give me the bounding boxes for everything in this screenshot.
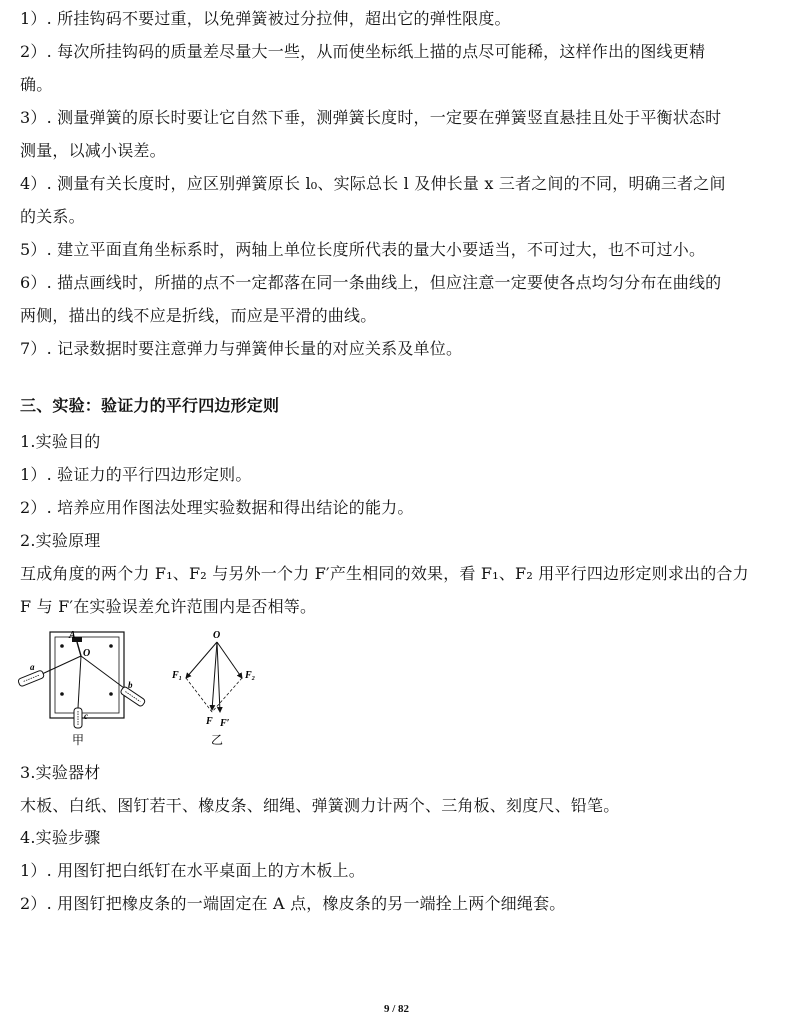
label-a: a: [30, 662, 35, 672]
purpose-title: 1.实验目的: [20, 432, 101, 451]
label-c: c: [84, 711, 88, 721]
label-Fprime: F′: [220, 718, 230, 729]
label-b: b: [128, 680, 133, 690]
dashed-side-1: [186, 678, 212, 712]
caption-jia: 甲: [72, 733, 85, 747]
principle-title: 2.实验原理: [20, 531, 101, 550]
string-c: [78, 656, 81, 708]
steps-title: 4.实验步骤: [20, 828, 101, 847]
page-number: 9 / 82: [383, 1003, 410, 1015]
purpose-item-1: 1）. 验证力的平行四边形定则。: [20, 465, 252, 484]
force-F: [212, 642, 217, 710]
principle-line-2: F 与 F′在实验误差允许范围内是否相等。: [20, 597, 317, 616]
equipment-title: 3.实验器材: [20, 763, 101, 782]
label-O: O: [83, 648, 91, 659]
yi-label-O: O: [213, 630, 221, 641]
note-line-3: 确。: [20, 75, 53, 94]
rubber-band: [77, 642, 81, 656]
label-F: F: [206, 716, 213, 727]
string-b: [81, 656, 124, 688]
force-F2: [217, 642, 242, 678]
equipment-text: 木板、白纸、图钉若干、橡皮条、细绳、弹簧测力计两个、三角板、刻度尺、铅笔。: [20, 796, 620, 815]
note-line-5: 测量，以减小误差。: [20, 141, 166, 160]
label-F1: F₁: [172, 670, 183, 681]
label-F2: F₂: [245, 670, 256, 681]
step-1: 1）. 用图钉把白纸钉在水平桌面上的方木板上。: [20, 861, 365, 880]
note-line-9: 6）. 描点画线时，所描的点不一定都落在同一条曲线上，但应注意一定要使各点均匀分布在曲线的: [20, 273, 722, 292]
pin: [60, 692, 64, 696]
dashed-side-2: [212, 678, 242, 712]
principle-line-1: 互成角度的两个力 F₁、F₂ 与另外一个力 F′产生相同的效果，看 F₁、F₂ 用平行四边形定则求出的合力: [20, 564, 749, 583]
figure-jia: [18, 630, 146, 747]
experiment-figure: [14, 628, 274, 750]
note-line-6: 4）. 测量有关长度时，应区别弹簧原长 l₀、实际总长 l 及伸长量 x 三者之间的不同，明确三者之间: [20, 174, 726, 193]
note-line-2: 2）. 每次所挂钩码的质量差尽量大一些，从而使坐标纸上描的点尽可能稀，这样作出的图线更精: [20, 42, 706, 61]
note-line-1: 1）. 所挂钩码不要过重，以免弹簧被过分拉伸，超出它的弹性限度。: [20, 9, 511, 28]
step-2: 2）. 用图钉把橡皮条的一端固定在 A 点，橡皮条的另一端拴上两个细绳套。: [20, 894, 566, 913]
string-a: [42, 656, 81, 674]
section-title: 三、实验：验证力的平行四边形定则: [20, 396, 280, 415]
purpose-item-2: 2）. 培养应用作图法处理实验数据和得出结论的能力。: [20, 498, 414, 517]
spring-scale-c: [74, 708, 82, 728]
pin: [60, 644, 64, 648]
note-line-10: 两侧，描出的线不应是折线，而应是平滑的曲线。: [20, 306, 377, 325]
spring-scale-a: [18, 670, 45, 687]
note-line-8: 5）. 建立平面直角坐标系时，两轴上单位长度所代表的量大小要适当，不可过大，也不可过小。: [20, 240, 706, 259]
force-F1: [186, 642, 217, 678]
label-A: A: [69, 630, 76, 641]
note-line-7: 的关系。: [20, 207, 85, 226]
figure-yi: [171, 630, 255, 747]
caption-yi: 乙: [211, 733, 224, 747]
note-line-4: 3）. 测量弹簧的原长时要让它自然下垂，测弹簧长度时，一定要在弹簧竖直悬挂且处于平衡状态时: [20, 108, 722, 127]
pin: [109, 644, 113, 648]
force-Fprime: [217, 642, 220, 712]
note-line-11: 7）. 记录数据时要注意弹力与弹簧伸长量的对应关系及单位。: [20, 339, 463, 358]
pin: [109, 692, 113, 696]
